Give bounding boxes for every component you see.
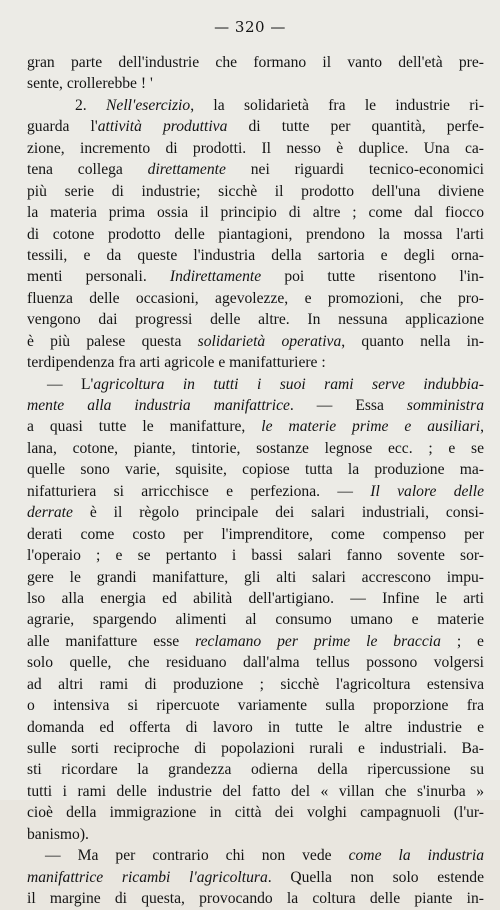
text-run: ; e — [440, 632, 484, 650]
text-run: più serie di industrie; sicchè il prodotto dell'una diviene — [27, 182, 484, 200]
text-line — [27, 352, 484, 373]
text-line — [27, 181, 484, 202]
text-run: guarda l' — [27, 118, 98, 136]
text-run: quelle sono varie, squisite, copiose tutta la produzione ma- — [27, 461, 484, 479]
text-line — [27, 567, 484, 588]
text-line — [27, 202, 484, 223]
text-run: banismo). — [27, 825, 89, 843]
text-line — [27, 459, 484, 480]
text-run: la materia prima ossia il principio di altre ; come dal fiocco — [27, 204, 484, 222]
text-run: lso alla energia ed abilità dell'artigiano. — Infine le arti — [27, 589, 484, 607]
text-line — [27, 395, 484, 416]
text-run: è più palese questa — [27, 332, 198, 350]
text-line — [27, 331, 484, 352]
text-run: nei riguardi tecnico-economici — [225, 161, 484, 179]
italic-text: attività produttiva — [97, 118, 228, 136]
text-line — [27, 95, 484, 116]
text-run: , la solidarietà fra le industrie ri- — [190, 96, 485, 114]
text-run: cioè della immigrazione in città dei volghi campagnuoli (l'ur- — [27, 804, 484, 822]
text-run: ad altri rami di produzione ; sicchè l'agricoltura estensiva — [27, 675, 484, 693]
text-run: tena collega — [27, 161, 148, 179]
text-run: zione, incremento di prodotti. Il nesso è duplice. Una ca- — [27, 139, 484, 157]
text-line — [27, 73, 484, 94]
text-run: il margine di questa, provocando la coltura delle piante in- — [27, 890, 484, 908]
text-line — [27, 652, 484, 673]
text-run: 2. — [75, 96, 107, 114]
text-run: terdipendenza fra arti agricole e manifatturiere : — [27, 354, 326, 372]
text-run: menti personali. — [27, 268, 170, 286]
text-run: gran parte dell'industrie che formano il vanto dell'età pre- — [27, 54, 484, 71]
text-line — [27, 545, 484, 566]
text-line — [27, 759, 484, 780]
text-run: sti ricordare la grandezza odierna della ripercussione su — [27, 761, 484, 779]
text-line — [27, 374, 484, 395]
text-line — [27, 116, 484, 137]
text-run: alle manifatture esse — [27, 632, 196, 650]
italic-text: Nell'esercizio — [106, 96, 191, 114]
italic-text: come la industria — [348, 847, 484, 865]
text-run: derati come costo per l'imprenditore, come compenso per — [27, 525, 484, 543]
text-run: gere le grandi manifatture, gli alti salari accrescono impu- — [27, 568, 484, 586]
text-run: a quasi tutte le manifatture, — [27, 418, 262, 436]
text-run: , quanto nella in- — [341, 332, 484, 350]
text-line — [27, 588, 484, 609]
text-line — [27, 438, 484, 459]
text-run: o intensiva si ripercuote variamente sulla proporzione fra — [27, 697, 484, 715]
text-run: fluenza delle occasioni, agevolezze, e promozioni, che pro- — [27, 289, 484, 307]
italic-text: mente alla industria manifattrice — [27, 397, 290, 414]
text-line — [27, 266, 484, 287]
text-line — [27, 524, 484, 545]
italic-text: derrate — [27, 504, 73, 522]
text-line — [27, 416, 484, 437]
text-run: vengono dai progressi delle altre. In nessuna applicazione — [27, 311, 484, 329]
text-run: — L' — [47, 375, 94, 393]
text-line — [27, 481, 484, 502]
text-run: domanda ed offerta di lavoro in tutte le altre industrie e — [27, 718, 484, 736]
text-line — [27, 502, 484, 523]
text-line — [27, 738, 484, 759]
text-run: tutti i rami delle industrie del fatto del « villan che s'inurba » — [27, 782, 484, 800]
text-run: . Quella non solo estende — [267, 868, 484, 886]
text-run: tessili, e da queste l'industria della sartoria e degli orna- — [27, 246, 484, 264]
text-line — [27, 717, 484, 738]
italic-text: Indirettamente — [169, 268, 262, 286]
text-line — [27, 845, 484, 866]
text-line — [27, 781, 484, 802]
text-line — [27, 159, 484, 180]
text-line — [27, 224, 484, 245]
text-run: di tutte per quantità, perfe- — [227, 118, 485, 136]
italic-text: agricoltura in tutti i suoi rami serve indubbia- — [93, 375, 484, 393]
text-line — [27, 888, 484, 909]
italic-text: le materie prime e ausiliari — [261, 418, 481, 436]
text-run: , — [480, 418, 484, 436]
text-run: . — Essa — [289, 397, 407, 414]
italic-text: reclamano per prime le braccia — [195, 632, 441, 650]
italic-text: Il valore delle — [370, 482, 484, 500]
text-line — [27, 609, 484, 630]
text-line — [27, 52, 484, 73]
text-line — [27, 631, 484, 652]
text-line — [27, 695, 484, 716]
italic-text: direttamente — [147, 161, 226, 179]
italic-text: solidarietà operativa — [197, 332, 342, 350]
text-run: sulle sorti reciproche di popolazioni rurali e industriali. Ba- — [27, 740, 484, 757]
italic-text: manifattrice ricambi l'agricoltura — [27, 868, 268, 886]
text-line — [27, 138, 484, 159]
text-run: di cotone prodotto delle piantagioni, prendono la mossa l'arti — [27, 225, 484, 243]
page-number: — 320 — — [214, 18, 286, 36]
text-line — [27, 245, 484, 266]
text-run: poi tutte risentono l'in- — [261, 268, 484, 286]
text-run: nifatturiera si arricchisce e perfeziona. — — [27, 482, 371, 500]
text-line — [27, 288, 484, 309]
text-line — [27, 867, 484, 888]
text-line — [27, 824, 484, 845]
text-run: lana, cotone, piante, tintorie, sostanze legnose ecc. ; e se — [27, 439, 484, 457]
body-text — [27, 52, 484, 910]
text-line — [27, 674, 484, 695]
text-run: — Ma per contrario chi non vede — [45, 847, 349, 865]
text-run: solo quelle, che residuano dall'alma tellus possono volgersi — [27, 654, 484, 672]
text-line — [27, 309, 484, 330]
text-run: l'operaio ; e se pertanto i bassi salari fanno sovente sor- — [27, 547, 484, 565]
text-run: agrarie, spargendo alimenti al consumo umano e materie — [27, 611, 484, 629]
text-run: sente, crollerebbe ! ' — [27, 75, 153, 93]
text-line — [27, 802, 484, 823]
text-run: è il règolo principale dei salari industriali, consi- — [72, 504, 484, 522]
italic-text: somministra — [406, 397, 484, 414]
